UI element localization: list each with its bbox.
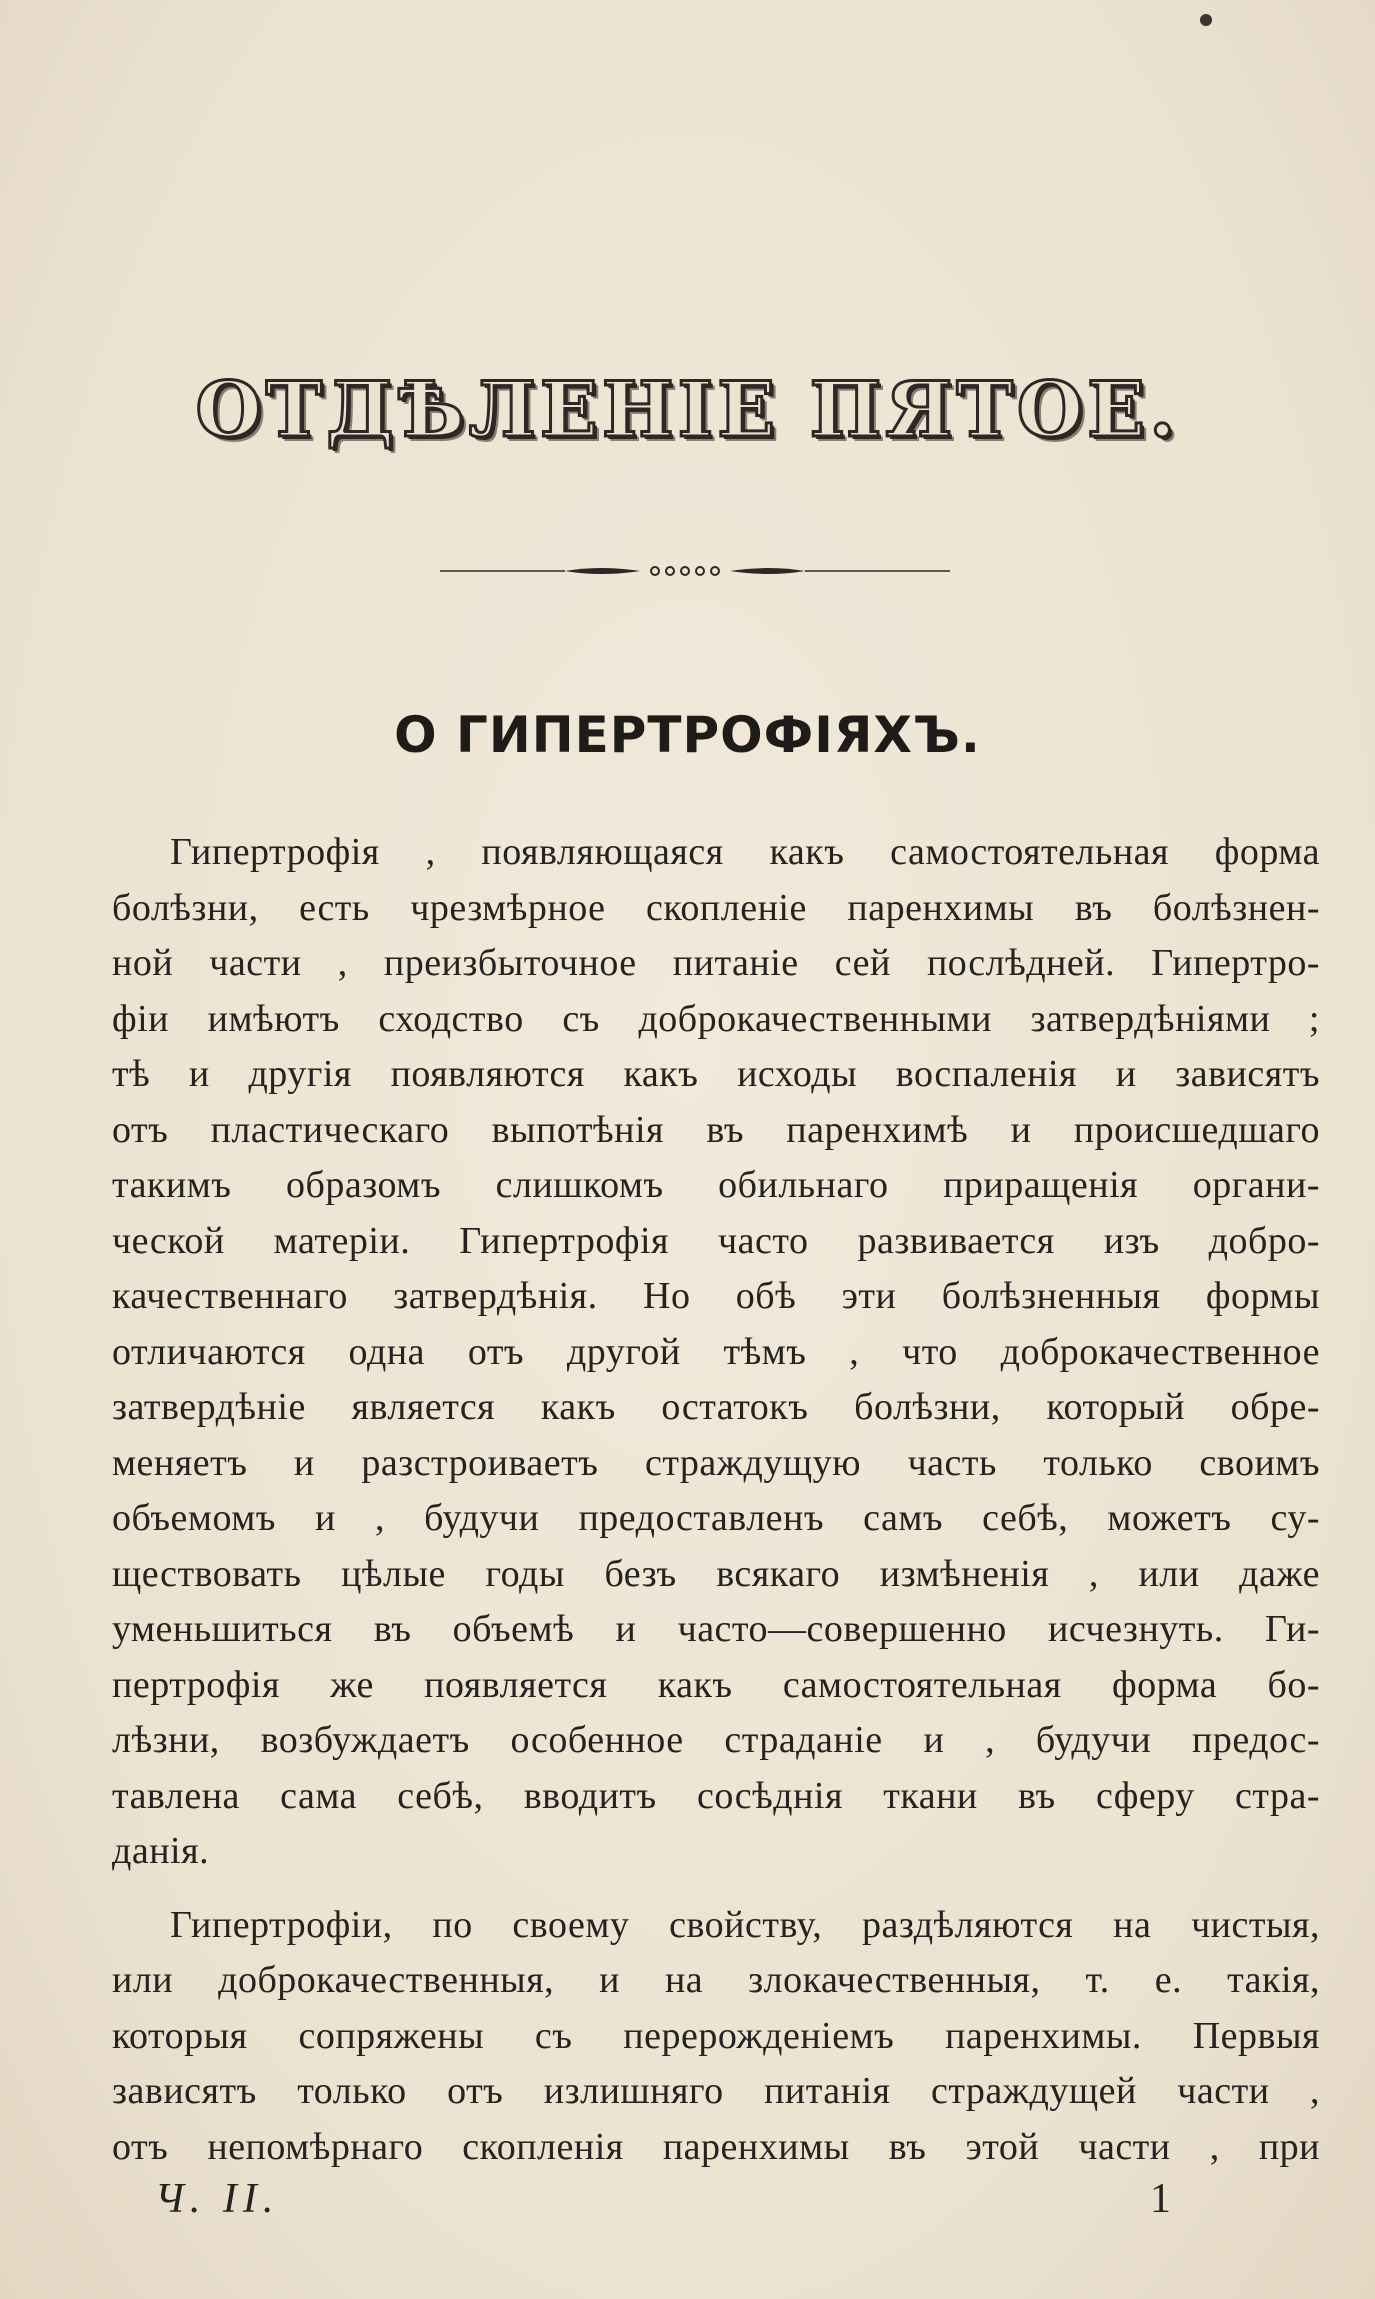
paragraph-gap xyxy=(170,1880,1320,1898)
text-line: болѣзни, есть чрезмѣрное скопленіе паренхимы въ болѣзнен- xyxy=(112,886,1320,929)
body-text xyxy=(112,825,1320,2175)
text-line: затвердѣніе является какъ остатокъ болѣзни, который обре- xyxy=(112,1386,1320,1428)
text-line: качественнаго затвердѣнія. Но обѣ эти болѣзненныя формы xyxy=(112,1275,1320,1317)
text-line: отъ непомѣрнаго скопленія паренхимы въ этой части , при xyxy=(112,2125,1320,2168)
text-line: или доброкачественныя, и на злокачественныя, т. е. такія, xyxy=(112,1959,1320,2001)
ink-dot xyxy=(1200,14,1212,26)
text-line: зависятъ только отъ излишняго питанія страждущей части , xyxy=(112,2070,1320,2112)
page-number: 1 xyxy=(1150,2176,1171,2222)
text-line: фіи имѣютъ сходство съ доброкачественными затвердѣніями ; xyxy=(112,997,1320,1040)
section-heading: ОТДѢЛЕНІЕ ПЯТОЕ. xyxy=(195,365,1180,454)
text-line: ческой матеріи. Гипертрофія часто развивается изъ добро- xyxy=(112,1219,1320,1262)
text-line: объемомъ и , будучи предоставленъ самъ себѣ, можетъ су- xyxy=(112,1497,1320,1539)
signature-mark: Ч. II. xyxy=(155,2176,280,2222)
text-line: которыя сопряжены съ перерожденіемъ паренхимы. Первыя xyxy=(112,2014,1320,2057)
chapter-heading: О ГИПЕРТРОФІЯХЪ. xyxy=(394,706,981,764)
text-line: ной части , преизбыточное питаніе сей послѣдней. Гипертро- xyxy=(112,942,1320,984)
text-line: тавлена сама себѣ, вводитъ сосѣднія ткани въ сферу стра- xyxy=(112,1774,1320,1817)
text-line: Гипертрофія , появляющаяся какъ самостоятельная форма xyxy=(170,831,1320,873)
text-line: отъ пластическаго выпотѣнія въ паренхимѣ и происшедшаго xyxy=(112,1108,1320,1151)
text-line: тѣ и другія появляются какъ исходы воспаленія и зависятъ xyxy=(112,1053,1320,1095)
text-line: лѣзни, возбуждаетъ особенное страданіе и , будучи предос- xyxy=(112,1719,1320,1761)
text-line: меняетъ и разстроиваетъ страждущую часть только своимъ xyxy=(112,1441,1320,1484)
text-line: такимъ образомъ слишкомъ обильнаго приращенія органи- xyxy=(112,1164,1320,1206)
ornamental-divider xyxy=(0,555,1375,585)
text-line: пертрофія же появляется какъ самостоятельная форма бо- xyxy=(112,1663,1320,1706)
text-line: уменьшиться въ объемѣ и часто—совершенно исчезнуть. Ги- xyxy=(112,1608,1320,1650)
text-line: отличаются одна отъ другой тѣмъ , что доброкачественное xyxy=(112,1330,1320,1373)
text-line: ществовать цѣлые годы безъ всякаго измѣненія , или даже xyxy=(112,1552,1320,1595)
text-line: данія. xyxy=(112,1830,210,1872)
text-line: Гипертрофіи, по своему свойству, раздѣляются на чистыя, xyxy=(170,1903,1320,1946)
